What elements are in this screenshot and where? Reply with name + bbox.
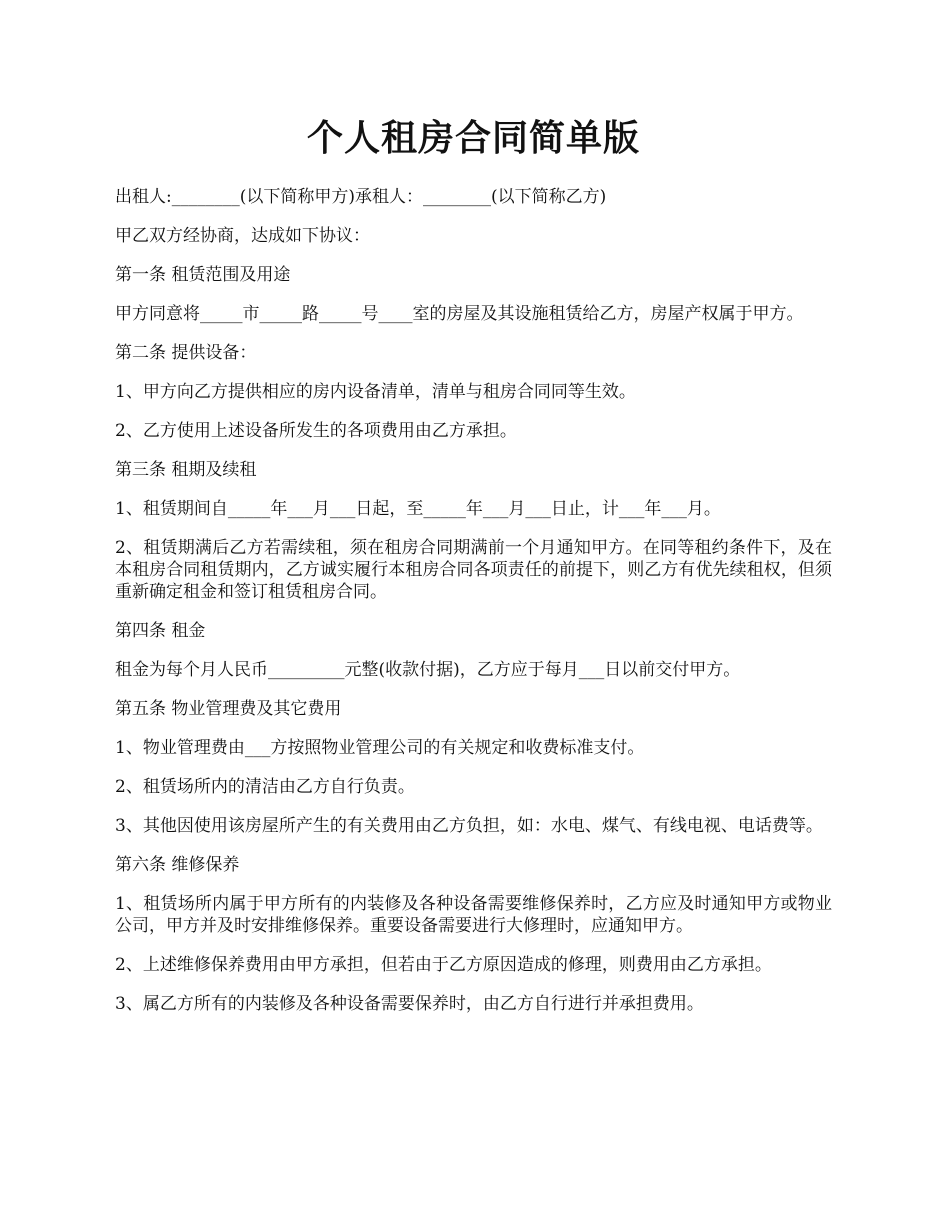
article-5-item-3: 3、其他因使用该房屋所产生的有关费用由乙方负担，如：水电、煤气、有线电视、电话费等。 bbox=[115, 816, 823, 836]
article-3-item-1: 1、租赁期间自_____年___月___日起，至_____年___月___日止，计___年___月。 bbox=[115, 499, 721, 519]
parties-line: 出租人:________(以下简称甲方)承租人：________(以下简称乙方) bbox=[115, 187, 607, 207]
article-2-item-1: 1、甲方向乙方提供相应的房内设备清单，清单与租房合同同等生效。 bbox=[115, 382, 636, 402]
article-5-item-2: 2、租赁场所内的清洁由乙方自行负责。 bbox=[115, 777, 415, 797]
article-6-heading: 第六条 维修保养 bbox=[115, 855, 240, 875]
article-2-heading: 第二条 提供设备： bbox=[115, 343, 257, 363]
agreement-intro: 甲乙双方经协商，达成如下协议： bbox=[115, 226, 370, 246]
article-6-item-2: 2、上述维修保养费用由甲方承担，但若由于乙方原因造成的修理，则费用由乙方承担。 bbox=[115, 955, 772, 975]
article-5-item-1: 1、物业管理费由___方按照物业管理公司的有关规定和收费标准支付。 bbox=[115, 738, 645, 758]
article-1-text: 甲方同意将_____市_____路_____号____室的房屋及其设施租赁给乙方，房屋产权属于甲方。 bbox=[115, 304, 804, 324]
article-6-item-3: 3、属乙方所有的内装修及各种设备需要保养时，由乙方自行进行并承担费用。 bbox=[115, 994, 704, 1014]
article-5-heading: 第五条 物业管理费及其它费用 bbox=[115, 699, 342, 719]
article-3-heading: 第三条 租期及续租 bbox=[115, 460, 257, 480]
article-1-heading: 第一条 租赁范围及用途 bbox=[115, 265, 291, 285]
article-3-item-2: 2、租赁期满后乙方若需续租，须在租房合同期满前一个月通知甲方。在同等租约条件下，及在本租房合同租赁期内，乙方诚实履行本租房合同各项责任的前提下，则乙方有优先续租权，但须重新确定租金和签订租赁租房合同。 bbox=[115, 538, 832, 602]
article-6-item-1: 1、租赁场所内属于甲方所有的内装修及各种设备需要维修保养时，乙方应及时通知甲方或物业公司，甲方并及时安排维修保养。重要设备需要进行大修理时，应通知甲方。 bbox=[115, 894, 832, 936]
article-4-heading: 第四条 租金 bbox=[115, 621, 206, 641]
article-4-text: 租金为每个月人民币_________元整(收款付据)，乙方应于每月___日以前交付甲方。 bbox=[115, 660, 741, 680]
article-2-item-2: 2、乙方使用上述设备所发生的各项费用由乙方承担。 bbox=[115, 421, 517, 441]
document-title: 个人租房合同简单版 bbox=[306, 117, 640, 159]
